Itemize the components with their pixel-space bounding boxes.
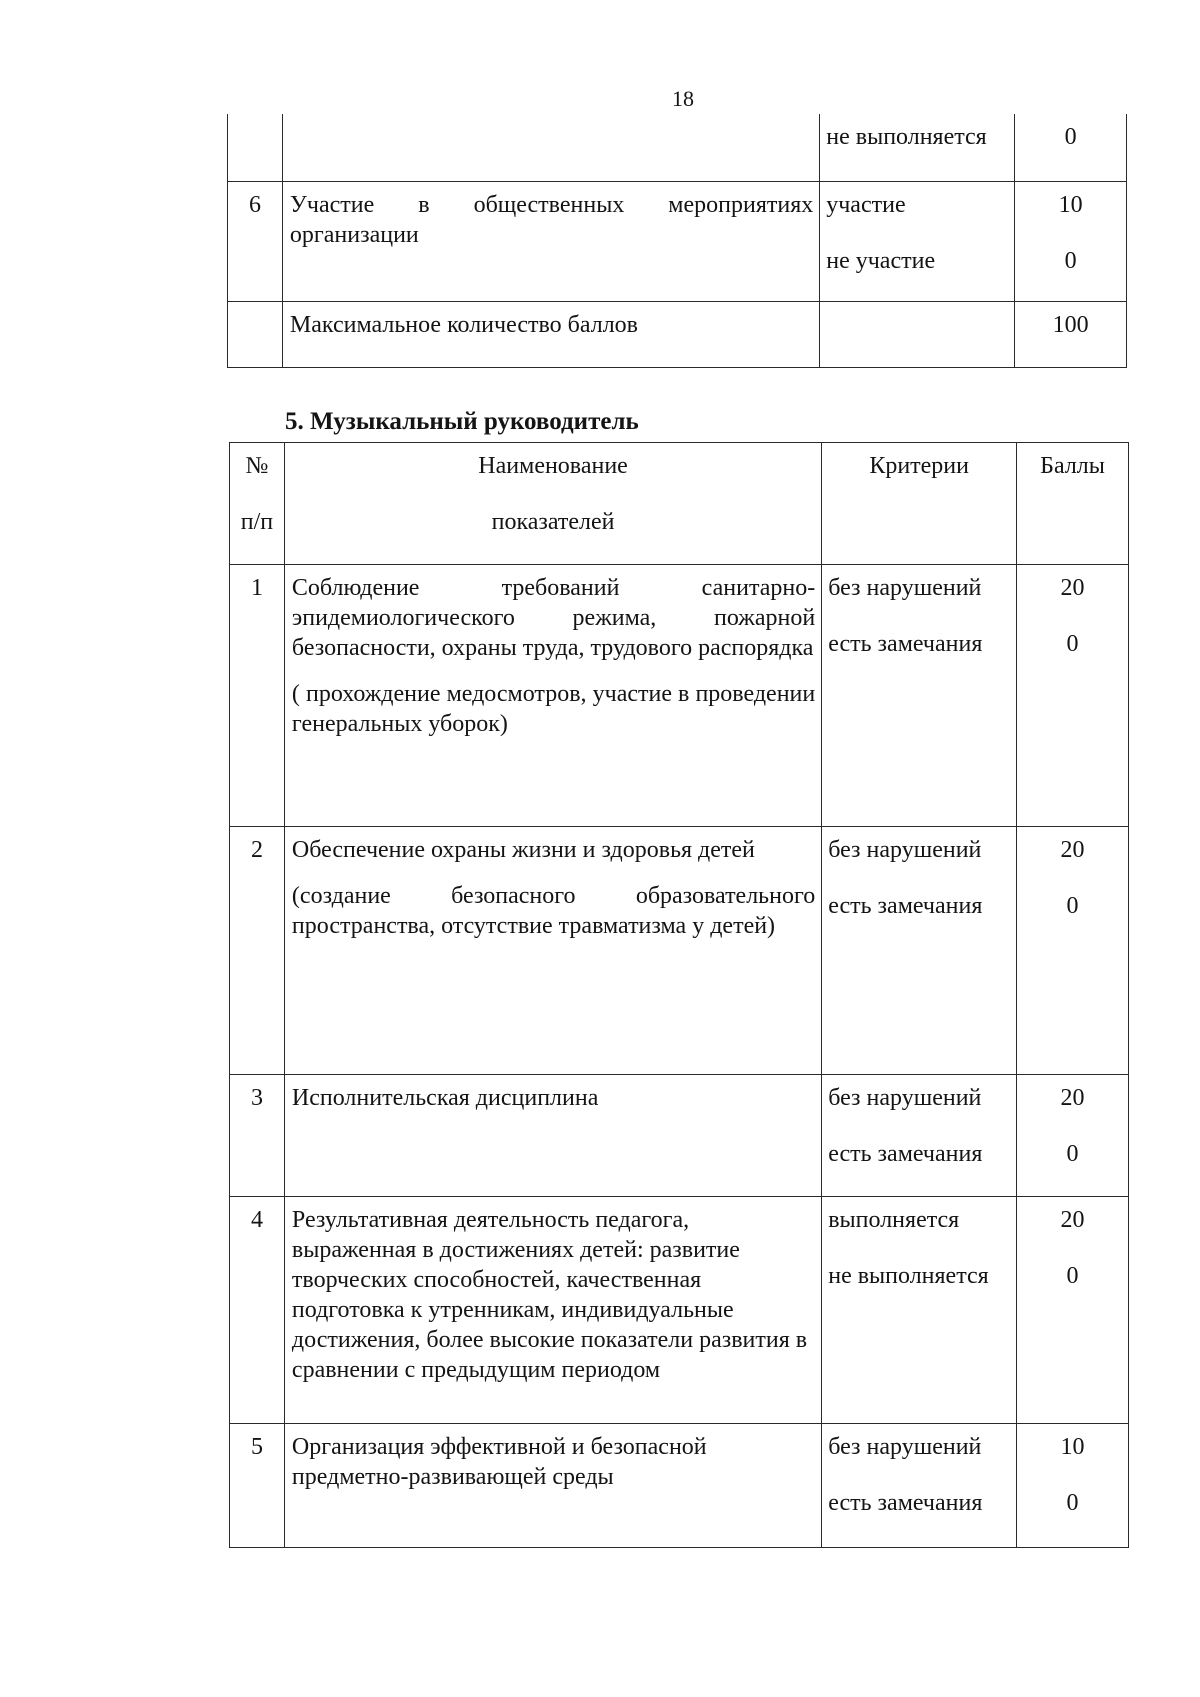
- criterion: есть замечания: [828, 893, 983, 919]
- points-cell: [1015, 114, 1127, 181]
- table-row: [230, 827, 1129, 1075]
- empty-cell: [228, 301, 283, 367]
- points-value: 0: [1064, 124, 1077, 150]
- empty-cell: [820, 301, 1015, 367]
- criteria-cell: [822, 565, 1017, 827]
- criterion: не выполняется: [828, 1263, 989, 1289]
- criteria-cell: [820, 114, 1015, 181]
- indicator-name: Обеспечение охраны жизни и здоровья детей: [291, 837, 755, 863]
- criterion: без нарушений: [828, 575, 982, 601]
- criterion: без нарушений: [828, 1085, 982, 1111]
- points-value: 10: [1058, 191, 1083, 218]
- points-value: 0: [1066, 1141, 1079, 1167]
- points-value: 0: [1066, 631, 1079, 657]
- table-header-row: [230, 443, 1129, 565]
- table-row: [228, 181, 1127, 301]
- points-value: 20: [1060, 1207, 1085, 1233]
- criteria-cell: [822, 827, 1017, 1075]
- points-cell: [1017, 1197, 1129, 1424]
- indicator-note: ( прохождение медосмотров, участие в проведении генеральных уборок): [291, 681, 816, 737]
- indicator-name: Соблюдение требований санитарно-эпидемиологического режима, пожарной безопасности, охраны труда, трудового распорядка: [291, 575, 816, 661]
- row-number: [228, 114, 283, 181]
- indicator-name: Исполнительская дисциплина: [284, 1075, 821, 1197]
- indicator-name: [282, 114, 819, 181]
- points-value: 20: [1060, 837, 1085, 863]
- header-number-line1: №: [245, 453, 269, 479]
- criterion: есть замечания: [828, 631, 983, 657]
- header-criteria: Критерии: [822, 443, 1017, 565]
- table-row: [228, 114, 1127, 181]
- points-value: 0: [1066, 893, 1079, 919]
- criteria-cell: [820, 181, 1015, 301]
- criterion: без нарушений: [828, 837, 982, 863]
- row-number: 2: [230, 827, 285, 1075]
- criterion: участие: [826, 191, 906, 218]
- indicator-name: Участие в общественных мероприятиях организации: [282, 181, 819, 301]
- criteria-cell: [822, 1424, 1017, 1548]
- header-number: [230, 443, 285, 565]
- points-value: 10: [1060, 1434, 1085, 1460]
- indicator-name: Организация эффективной и безопасной предметно-развивающей среды: [284, 1424, 821, 1548]
- criterion: не выполняется: [826, 124, 987, 150]
- table-row: [230, 1197, 1129, 1424]
- points-cell: [1017, 1075, 1129, 1197]
- points-cell: [1017, 565, 1129, 827]
- points-cell: [1015, 181, 1127, 301]
- points-value: 20: [1060, 575, 1085, 601]
- table-row: [230, 1075, 1129, 1197]
- points-value: 0: [1066, 1490, 1079, 1516]
- indicator-note: (создание безопасного образовательного пространства, отсутствие травматизма у детей): [291, 883, 816, 939]
- indicator-cell: [284, 827, 821, 1075]
- criteria-table-continued: [227, 114, 1127, 368]
- criteria-cell: [822, 1075, 1017, 1197]
- row-number: 5: [230, 1424, 285, 1548]
- header-name-line2: показателей: [491, 509, 615, 535]
- points-cell: [1017, 827, 1129, 1075]
- points-cell: [1017, 1424, 1129, 1548]
- header-number-line2: п/п: [240, 509, 274, 535]
- section-heading: 5. Музыкальный руководитель: [285, 408, 639, 435]
- table-row: [230, 1424, 1129, 1548]
- row-number: 3: [230, 1075, 285, 1197]
- table-row: [230, 565, 1129, 827]
- row-number: 4: [230, 1197, 285, 1424]
- page-number: 18: [672, 86, 694, 111]
- criterion: не участие: [826, 247, 936, 274]
- total-label: Максимальное количество баллов: [282, 301, 819, 367]
- criteria-cell: [822, 1197, 1017, 1424]
- indicator-name: Результативная деятельность педагога, выраженная в достижениях детей: развитие творческих способностей, качественная подготовка к утренникам, индивидуальные достижения, более высокие показатели развития в сравнении с предыдущим периодом: [284, 1197, 821, 1424]
- header-name-line1: Наименование: [478, 453, 628, 479]
- points-value: 20: [1060, 1085, 1085, 1111]
- row-number: 1: [230, 565, 285, 827]
- music-director-criteria-table: [229, 442, 1129, 1548]
- header-name: [284, 443, 821, 565]
- points-value: 0: [1066, 1263, 1079, 1289]
- criterion: есть замечания: [828, 1141, 983, 1167]
- header-points: Баллы: [1017, 443, 1129, 565]
- points-value: 0: [1064, 247, 1077, 274]
- indicator-cell: [284, 565, 821, 827]
- criterion: выполняется: [828, 1207, 960, 1233]
- total-row: [228, 301, 1127, 367]
- row-number: 6: [228, 181, 283, 301]
- total-points: 100: [1015, 301, 1127, 367]
- criterion: есть замечания: [828, 1490, 983, 1516]
- criterion: без нарушений: [828, 1434, 982, 1460]
